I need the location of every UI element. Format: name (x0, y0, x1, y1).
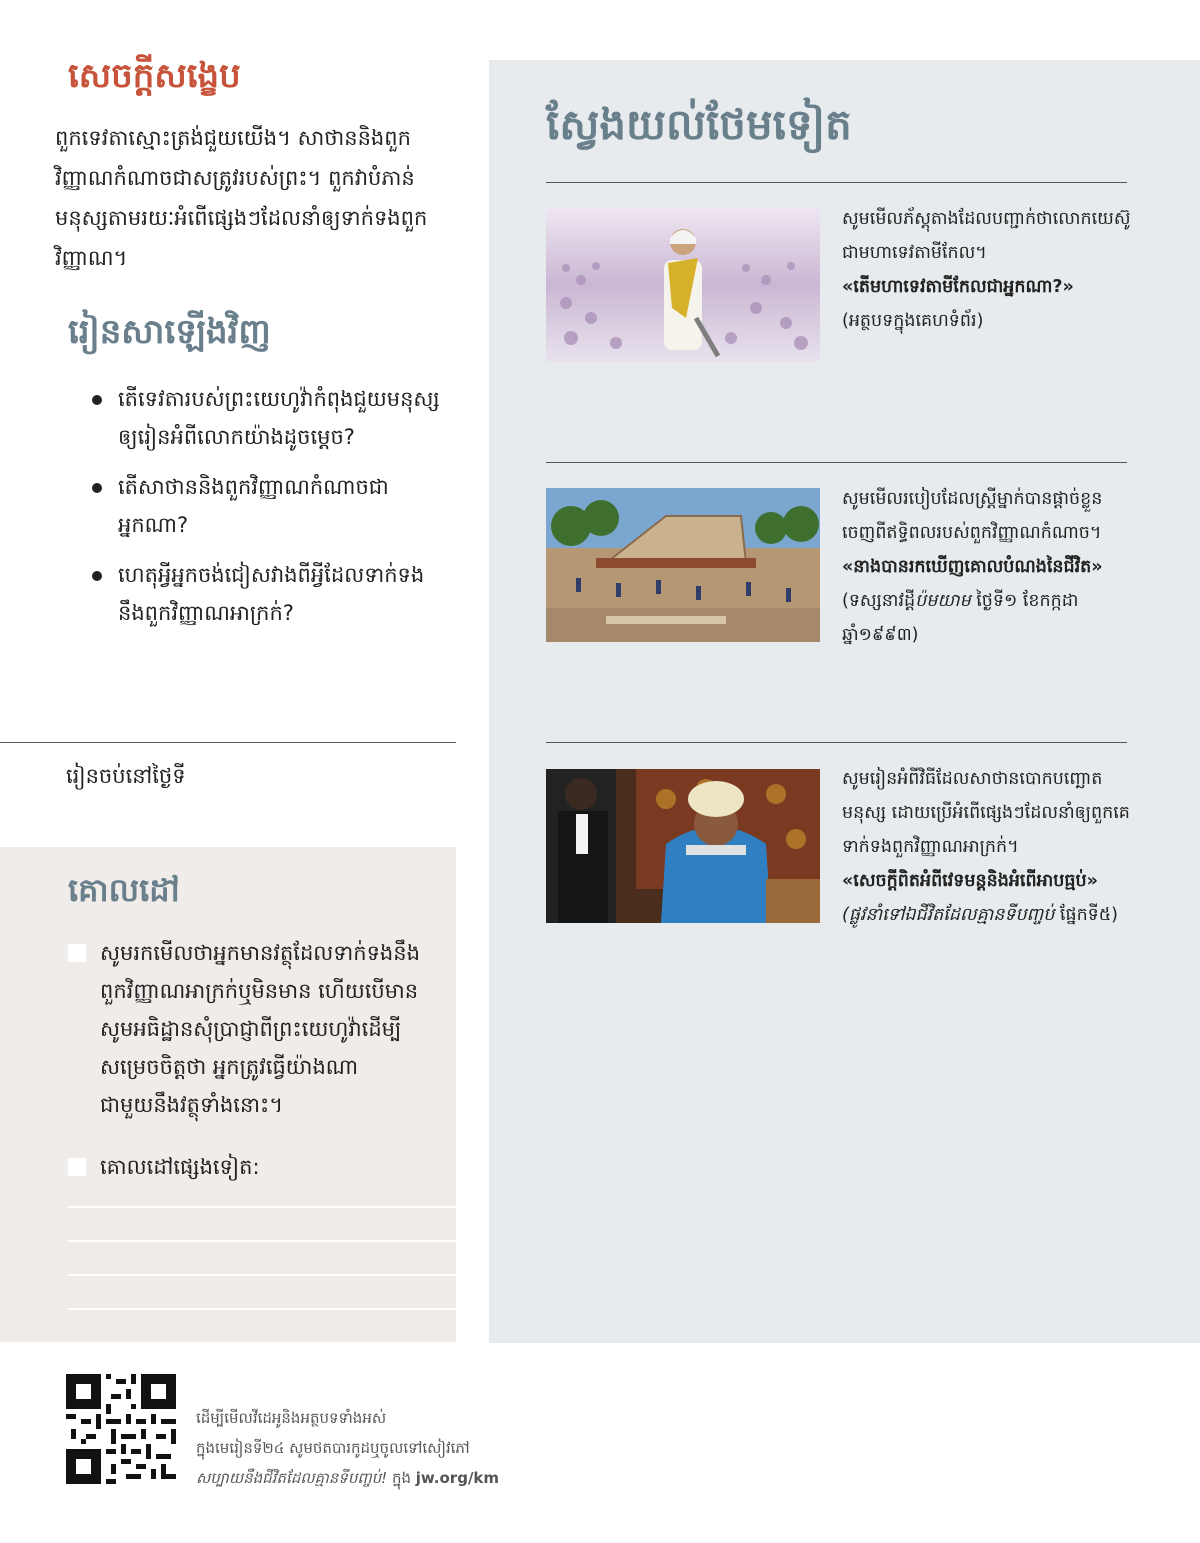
explore-intro: សូមរៀនអំពីវិធីដែលសាថានបោកបញ្ឆោតមនុស្ស ដោយប្រើអំពើផ្សេងៗដែលនាំឲ្យពួកគេទាក់ទងពួកវិញ្ញាណអាក្រក់។ (842, 769, 1130, 857)
explore-link-title[interactable]: «សេចក្ដីពិតអំពីវេទមន្តនិងអំពើអាបធ្មប់» (842, 871, 1098, 891)
explore-item (842, 762, 1132, 932)
footer-line: ក្នុងមេរៀនទី២៤ សូមថតបារកូដឬចូលទៅសៀវភៅ (196, 1439, 470, 1457)
qr-code-icon[interactable] (66, 1374, 176, 1484)
goal-write-line[interactable] (68, 1206, 456, 1208)
summary-title: សេចក្ដីសង្ខេប (68, 56, 241, 96)
explore-link-title[interactable]: «នាងបានរកឃើញគោលបំណងនៃជីវិត» (842, 557, 1103, 577)
completed-date-label: រៀនចប់នៅថ្ងៃទី (66, 764, 186, 788)
review-title: រៀនសាឡើងវិញ (68, 312, 271, 352)
review-question: ហេតុអ្វីអ្នកចង់ជៀសវាងពីអ្វីដែលទាក់ទង នឹងពួកវិញ្ញាណអាក្រក់? (90, 556, 450, 632)
summary-text: ពួកទេវតាស្មោះត្រង់ជួយយើង។ សាថាននិងពួកវិញ្ញាណកំណាចជាសត្រូវរបស់ព្រះ។ ពួកវាបំភាន់មនុស្សតាមរយៈអំពើផ្សេងៗដែលនាំឲ្យទាក់ទងពួកវិញ្ញាណ។ (55, 126, 428, 270)
goal-checkbox[interactable] (68, 1158, 86, 1176)
archangel-image[interactable] (546, 208, 820, 362)
goal-write-line[interactable] (68, 1308, 456, 1310)
review-question: តើទេវតារបស់ព្រះយេហូវ៉ាកំពុងជួយមនុស្សឲ្យរៀនអំពីលោកយ៉ាងដូចម្ដេច? (90, 380, 450, 456)
explore-source: (អត្ថបទក្នុងគេហទំព័រ) (842, 311, 984, 331)
footer-book-title: សប្បាយនឹងជីវិតដែលគ្មានទីបញ្ចប់! (196, 1469, 388, 1487)
review-question-list (90, 380, 450, 644)
spiritism-image[interactable] (546, 769, 820, 923)
footer-line: ដើម្បីមើលវីដេអូនិងអត្ថបទទាំងអស់ (196, 1409, 387, 1427)
explore-item (842, 482, 1132, 652)
explore-intro: សូមមើលភ័ស្ដុតាងដែលបញ្ជាក់ថាលោកយេស៊ូជាមហាទេវតាមីកែល។ (842, 209, 1131, 263)
footer-note (196, 1403, 716, 1493)
explore-link-title[interactable]: «តើមហាទេវតាមីកែលជាអ្នកណា?» (842, 277, 1074, 297)
explore-source-title: ប៉មយាម (915, 591, 971, 611)
explore-source: (ទស្សនាវដ្ដី (842, 591, 916, 611)
explore-source: ផ្នែកទី៥) (1054, 905, 1119, 925)
review-question: តើសាថាននិងពួកវិញ្ញាណកំណាចជាអ្នកណា? (90, 468, 450, 544)
divider (0, 742, 456, 743)
explore-source: ថ្ងៃទី១ ខែកក្កដា ឆ្នាំ១៩៩៣) (842, 591, 1079, 645)
goal-checkbox[interactable] (68, 944, 86, 962)
divider (546, 462, 1127, 463)
divider (546, 742, 1127, 743)
goal-title: គោលដៅ (68, 871, 180, 909)
explore-intro: សូមមើលរបៀបដែលស្ត្រីម្នាក់បានផ្ដាច់ខ្លួនចេញពីឥទ្ធិពលរបស់ពួកវិញ្ញាណកំណាច។ (842, 489, 1103, 543)
explore-title: ស្វែងយល់ថែមទៀត (546, 100, 852, 149)
goal-text: គោលដៅផ្សេងទៀត: (100, 1155, 260, 1179)
goal-item (68, 934, 438, 1124)
footer-url-link[interactable]: jw.org/km (415, 1469, 500, 1487)
explore-item (842, 202, 1132, 338)
goal-write-line[interactable] (68, 1274, 456, 1276)
goal-item (68, 1148, 438, 1186)
divider (546, 182, 1127, 183)
footer-in: ក្នុង (387, 1469, 416, 1487)
goal-write-line[interactable] (68, 1240, 456, 1242)
goal-text: សូមរកមើលថាអ្នកមានវត្ថុដែលទាក់ទងនឹងពួកវិញ្ញាណអាក្រក់ឬមិនមាន ហើយបើមាន សូមអធិដ្ឋានសុំប្រាជ្ញាពីព្រះយេហូវ៉ាដើម្បីសម្រេចចិត្តថា អ្នកត្រូវធ្វើយ៉ាងណាជាមួយនឹងវត្ថុទាំងនោះ។ (100, 941, 420, 1117)
construction-image[interactable] (546, 488, 820, 642)
explore-source-title: (ផ្លូវនាំទៅឯជីវិតដែលគ្មានទីបញ្ចប់ (842, 905, 1055, 925)
